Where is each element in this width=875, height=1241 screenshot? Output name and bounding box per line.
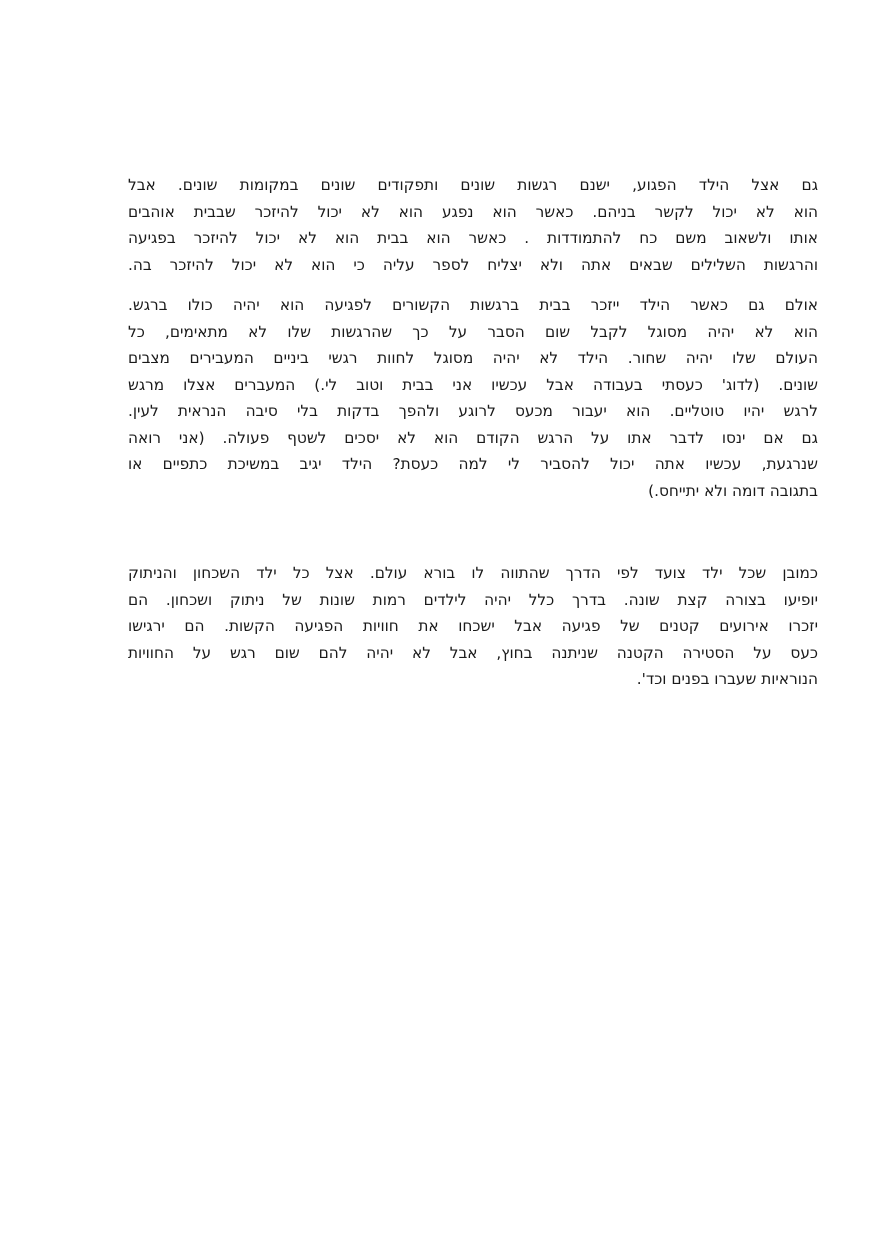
paragraph-2-line-5: לרגש יהיו טוטליים. הוא יעבור מכעס לרוגע ולהפך בדקות בלי סיבה הנראית לעין. bbox=[128, 402, 818, 420]
paragraph-2-line-8: בתגובה דומה ולא יתייחס.) bbox=[648, 481, 818, 500]
paragraph-2-line-4: שונים. (לדוג' כעסתי בעבודה אבל עכשיו אני בבית וטוב לי.) המעברים אצלו מרגש bbox=[128, 375, 818, 394]
paragraph-3-line-2: יופיעו בצורה קצת שונה. בדרך כלל יהיה לילדים רמות שונות של ניתוק ושכחון. הם bbox=[128, 590, 818, 609]
paragraph-2-line-1: אולם גם כאשר הילד ייזכר בבית ברגשות הקשורים לפגיעה הוא יהיה כולו ברגש. bbox=[128, 296, 818, 314]
paragraph-1 bbox=[128, 172, 818, 278]
paragraph-3-line-1: כמובן שכל ילד צועד לפי הדרך שהתווה לו בורא עולם. אצל כל ילד השכחון והניתוק bbox=[128, 564, 818, 582]
paragraph-1-line-1: גם אצל הילד הפגוע, ישנם רגשות שונים ותפקודים שונים במקומות שונים. אבל bbox=[128, 176, 818, 194]
paragraph-2-line-2: הוא לא יהיה מסוגל לקבל שום הסבר על כך שהרגשות שלו לא מתאימים, כל bbox=[128, 322, 818, 341]
paragraph-3-line-4: כעס על הסטירה הקטנה שניתנה בחוץ, אבל לא יהיה להם שום רגש על החוויות bbox=[128, 643, 818, 662]
paragraph-1-line-3: אותו ולשאוב משם כח להתמודדות . כאשר הוא בבית הוא לא יכול להיזכר בפגיעה bbox=[128, 229, 818, 247]
paragraph-3-line-3: יזכרו אירועים קטנים של פגיעה אבל ישכחו את חוויות הפגיעה הקשות. הם ירגישו bbox=[128, 617, 818, 635]
paragraph-3 bbox=[128, 560, 818, 693]
paragraph-2-line-6: גם אם ינסו לדבר אתו על הרגש הקודם הוא לא יסכים לשטף פעולה. (אני רואה bbox=[128, 428, 818, 447]
paragraph-1-line-4: והרגשות השלילים שבאים אתה ולא יצליח לספר עליה כי הוא לא יכול להיזכר בה. bbox=[128, 255, 818, 274]
paragraph-2 bbox=[128, 292, 818, 504]
paragraph-3-line-5: הנוראיות שעברו בפנים וכד'. bbox=[636, 670, 818, 688]
paragraph-2-line-3: העולם שלו יהיה שחור. הילד לא יהיה מסוגל לחוות רגשי ביניים המעבירים מצבים bbox=[128, 349, 818, 367]
paragraph-2-line-7: שנרגעת, עכשיו אתה יכול להסביר לי למה כעסת? הילד יגיב במשיכת כתפיים או bbox=[128, 455, 818, 473]
paragraph-1-line-2: הוא לא יכול לקשר בניהם. כאשר הוא נפגע הוא לא יכול להיזכר שבבית אוהבים bbox=[128, 202, 818, 221]
